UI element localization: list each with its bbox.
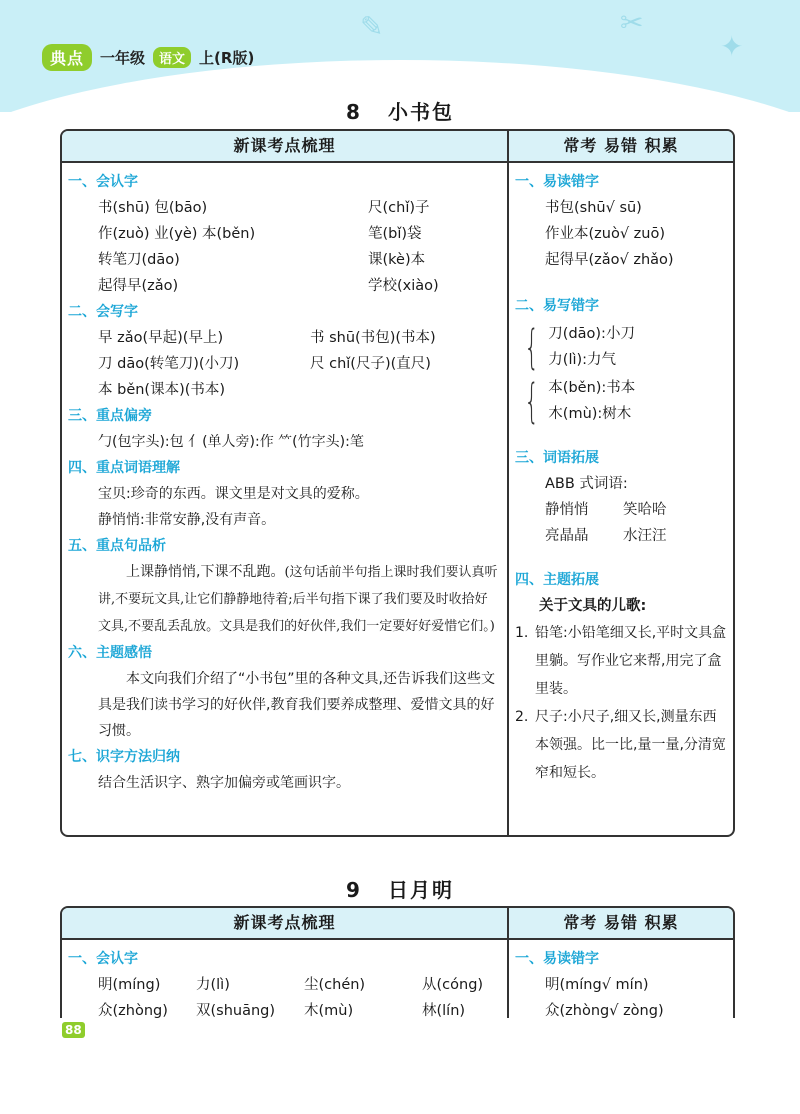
misread-item: 书包(shū√ sū) [545,200,642,216]
lesson-name: 日月明 [387,878,454,902]
write-row [98,377,507,403]
write-row [98,325,507,351]
decor-doodle: ✂ [620,6,644,39]
lesson-9-panel [60,906,735,1018]
char-item: 起得早(zǎo) [98,278,179,294]
char-item: 转笔刀(dāo) [98,252,180,268]
right-column [509,163,733,835]
section-heading: 一、会认字 [68,951,138,967]
char-row [98,273,507,299]
right-column [509,940,733,1018]
section-heading: 一、易读错字 [515,174,599,190]
section-heading: 三、重点偏旁 [68,408,152,424]
sentence-note: (这句话前半句指上课时我们要认真听讲,不要玩文具,让它们静静地待着;后半句指下课了我们要及时收拾好文具,不要乱丢乱放。文具是我们的好伙伴,我们一定要好好爱惜它们。) [98,565,498,634]
subject-badge: 语文 [153,47,191,68]
miswrite-group [517,375,729,427]
misread-item: 众(zhòng√ zòng) [545,1003,664,1018]
decor-doodle: ✎ [360,10,384,43]
section-heading: 四、主题拓展 [515,572,599,588]
miswrite-item: 木(mù):树木 [548,406,632,422]
section-heading: 三、词语拓展 [515,450,599,466]
left-column [62,940,509,1018]
panel-header [62,908,733,940]
char-row [98,247,507,273]
term-label: 上(R版) [199,49,255,67]
section-heading: 二、会写字 [68,304,138,320]
section-heading: 六、主题感悟 [68,645,152,661]
method-summary: 结合生活识字、熟字加偏旁或笔画识字。 [98,775,350,791]
write-item: 书 shū(书包)(书本) [310,330,436,346]
song-text: 尺子:小尺子,细又长,测量东西本领强。比一比,量一量,分清宽窄和短长。 [535,709,726,781]
miswrite-item: 力(lì):力气 [548,352,617,368]
song-number: 1. [515,625,529,641]
char-item: 从(cóng) [422,977,484,993]
song-number: 2. [515,709,529,725]
section-heading: 一、易读错字 [515,951,599,967]
lesson-number: 8 [346,100,362,124]
write-item: 本 běn(课本)(书本) [98,382,226,398]
char-item: 笔(bǐ)袋 [368,226,422,242]
song-text: 铅笔:小铅笔细又长,平时文具盒里躺。写作业它来帮,用完了盒里装。 [535,625,727,697]
char-row [98,221,507,247]
miswrite-item: 本(běn):书本 [548,380,636,396]
char-item: 学校(xiào) [368,278,439,294]
abb-label: ABB 式词语: [545,476,628,492]
char-item: 尘(chén) [304,977,366,993]
char-item: 双(shuāng) [196,1003,276,1018]
char-row [98,195,507,221]
brand-logo: 典点 [42,44,92,71]
brace-icon: { [524,320,539,374]
word-meaning: 宝贝:珍奇的东西。课文里是对文具的爱称。 [98,486,369,502]
char-item: 书(shū) 包(bāo) [98,200,208,216]
char-item: 课(kè)本 [368,252,426,268]
song-item [515,619,729,703]
lesson-number: 9 [346,878,362,902]
section-heading: 一、会认字 [68,174,138,190]
theme-paragraph: 本文向我们介绍了“小书包”里的各种文具,还告诉我们这些文具是我们读书学习的好伙伴,教育我们要养成整理、爱惜文具的好习惯。 [98,671,495,739]
page-number: 88 [62,1022,85,1038]
lesson-9-title [0,874,800,903]
section-heading: 七、识字方法归纳 [68,749,180,765]
char-item: 林(lín) [422,1003,466,1018]
char-row [98,998,507,1018]
char-row [98,972,507,998]
grade-label: 一年级 [100,49,146,67]
left-column-title: 新课考点梳理 [62,908,509,938]
song-item [515,703,729,787]
write-row [98,351,507,377]
misread-item: 起得早(zǎo√ zhǎo) [545,252,674,268]
book-brand [42,44,254,71]
misread-item: 明(míng√ mín) [545,977,649,993]
char-item: 力(lì) [196,977,230,993]
char-item: 作(zuò) 业(yè) 本(běn) [98,226,256,242]
song-list [515,619,729,787]
misread-item: 作业本(zuò√ zuō) [545,226,666,242]
write-item: 早 zǎo(早起)(早上) [98,330,224,346]
left-column [62,163,509,835]
sentence-analysis [68,559,507,640]
abb-row [515,523,729,549]
song-label: 关于文具的儿歌: [539,598,647,614]
brace-icon: { [524,374,539,428]
char-item: 明(míng) [98,977,161,993]
section-heading: 二、易写错字 [515,298,599,314]
right-column-title: 常考 易错 积累 [563,913,679,932]
left-column-title: 新课考点梳理 [62,131,509,161]
section-heading: 四、重点词语理解 [68,460,180,476]
char-item: 木(mù) [304,1003,354,1018]
right-column-title: 常考 易错 积累 [563,136,679,155]
section-heading: 五、重点句品析 [68,538,166,554]
write-item: 刀 dāo(转笔刀)(小刀) [98,356,240,372]
panel-header [62,131,733,163]
key-sentence: 上课静悄悄,下课不乱跑。 [126,564,285,580]
abb-word: 亮晶晶 [545,528,589,544]
lesson-name: 小书包 [387,100,454,124]
abb-row [515,497,729,523]
abb-word: 笑哈哈 [623,502,667,518]
abb-word: 水汪汪 [623,528,667,544]
lesson-8-panel [60,129,735,837]
radical-line: 勹(包字头):包 亻(单人旁):作 ⺮(竹字头):笔 [98,434,364,450]
abb-word: 静悄悄 [545,502,589,518]
char-item: 众(zhòng) [98,1003,168,1018]
miswrite-group [517,321,729,373]
decor-doodle: ✦ [720,30,744,63]
lesson-8-title [0,96,800,125]
char-item: 尺(chǐ)子 [368,200,430,216]
word-meaning: 静悄悄:非常安静,没有声音。 [98,512,276,528]
write-item: 尺 chǐ(尺子)(直尺) [310,356,431,372]
miswrite-item: 刀(dāo):小刀 [548,326,635,342]
